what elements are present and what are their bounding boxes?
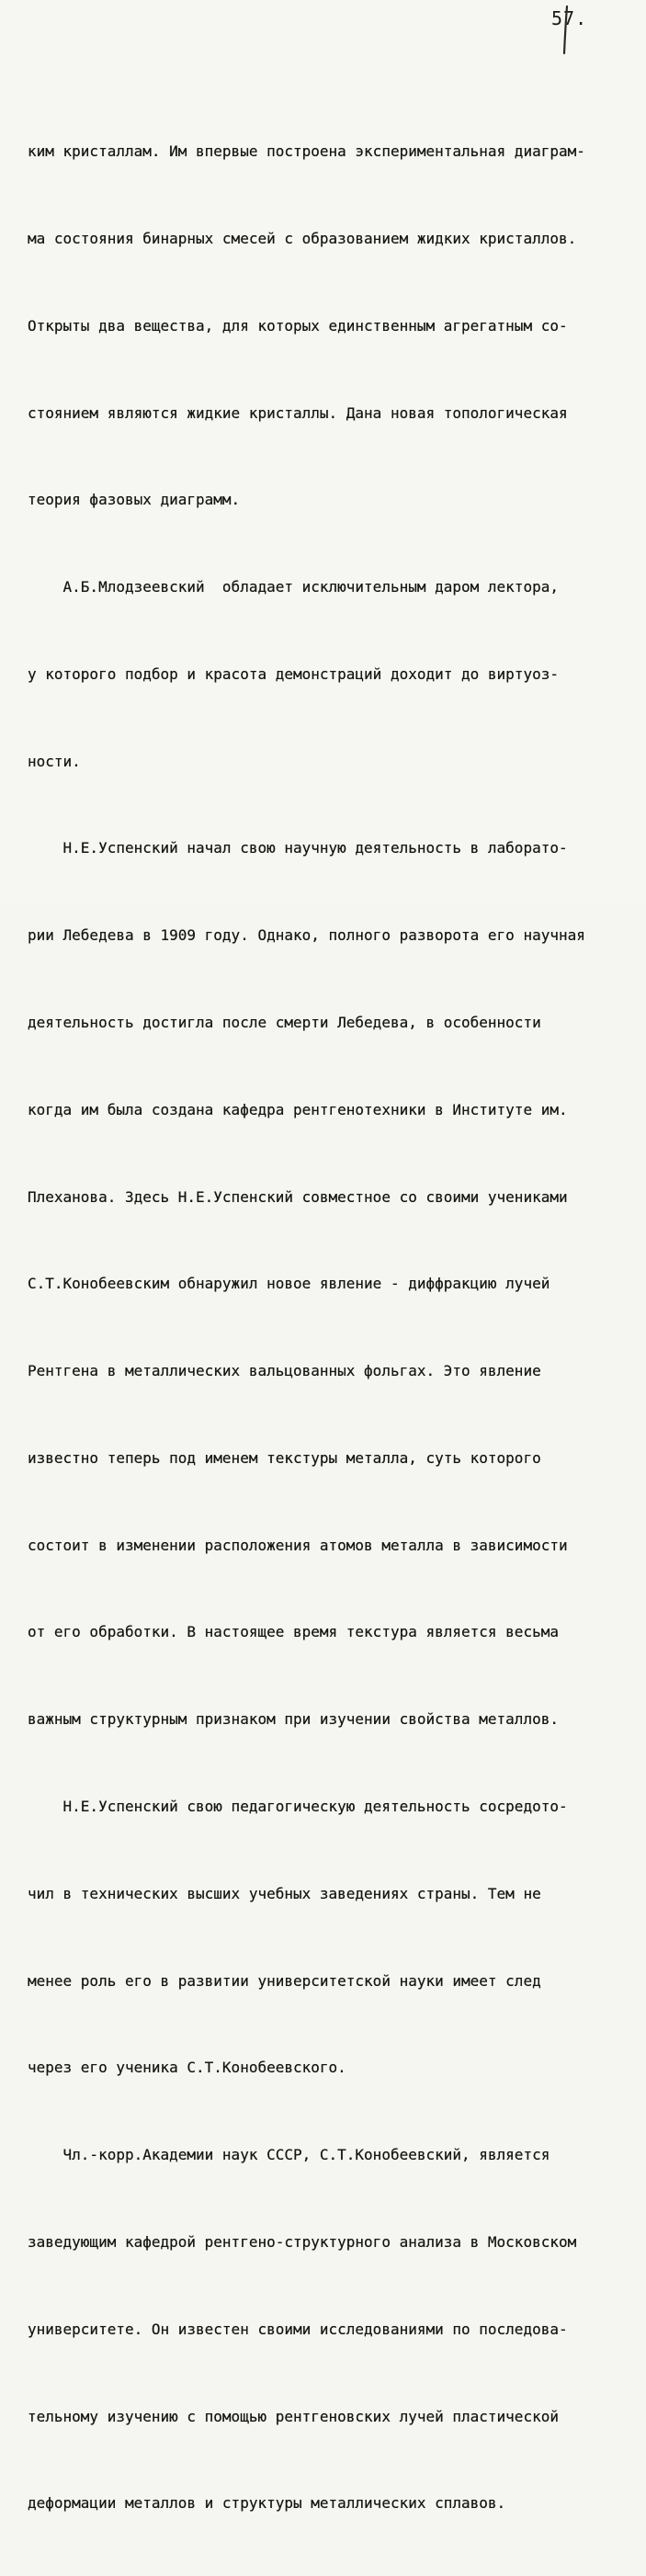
text-line: известно теперь под именем текстуры металла, суть которого [28, 1448, 541, 1467]
pencil-mark-icon [562, 5, 570, 55]
text-line: теория фазовых диаграмм. [28, 491, 241, 509]
text-line: тельному изучению с помощью рентгеновских лучей пластической [28, 2407, 559, 2425]
text-line: заведующим кафедрой рентгено-структурного анализа в Московском [28, 2232, 577, 2251]
text-line: Плеханова. Здесь Н.Е.Успенский совместное со своими учениками [28, 1187, 568, 1206]
text-line: у которого подбор и красота демонстраций доходит до виртуоз- [28, 664, 559, 683]
text-line: Н.Е.Успенский начал свою научную деятельность в лаборато- [28, 839, 568, 857]
text-line: деформации металлов и структуры металлических сплавов. [28, 2494, 506, 2513]
text-line: рии Лебедева в 1909 году. Однако, полного разворота его научная [28, 926, 585, 945]
text-line: университете. Он известен своими исследованиями по последова- [28, 2320, 568, 2338]
text-line: Рентгена в металлических вальцованных фольгах. Это явление [28, 1362, 541, 1380]
page-number: 57. [551, 7, 588, 29]
text-line: состоит в изменении расположения атомов металла в зависимости [28, 1536, 568, 1554]
body-text [28, 79, 634, 2576]
text-line: С.Т.Конобеевским обнаружил новое явление - диффракцию лучей [28, 1275, 550, 1293]
text-line: ким кристаллам. Им впервые построена экспериментальная диаграм- [28, 142, 585, 161]
text-line: Н.Е.Успенский свою педагогическую деятельность сосредото- [28, 1798, 568, 1816]
text-line: ности. [28, 752, 81, 770]
text-line: чил в технических высших учебных заведениях страны. Тем не [28, 1884, 541, 1902]
text-line: менее роль его в развитии университетской науки имеет след [28, 1971, 541, 1990]
text-line: когда им была создана кафедра рентгенотехники в Институте им. [28, 1100, 568, 1118]
text-line: Открыты два вещества, для которых единственным агрегатным со- [28, 316, 568, 335]
text-line: от его обработки. В настоящее время текстура является весьма [28, 1623, 559, 1641]
text-line: через его ученика С.Т.Конобеевского. [28, 2059, 346, 2077]
text-line: деятельность достигла после смерти Лебедева, в особенности [28, 1014, 541, 1031]
text-line: стоянием являются жидкие кристаллы. Дана новая топологическая [28, 403, 568, 422]
text-line: А.Б.Млодзеевский обладает исключительным даром лектора, [28, 578, 559, 596]
text-line: ма состояния бинарных смесей с образованием жидких кристаллов. [28, 229, 577, 247]
text-line: важным структурным признаком при изучении свойства металлов. [28, 1710, 559, 1729]
text-line: Чл.-корр.Академии наук СССР, С.Т.Конобеевский, является [28, 2146, 550, 2164]
